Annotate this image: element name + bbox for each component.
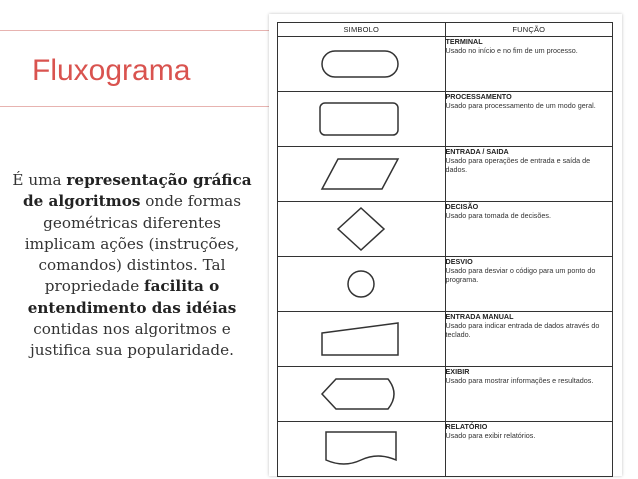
body-emphasis: facilita o entendimento das idéias (27, 277, 237, 317)
symbol-cell (278, 92, 446, 147)
top-divider (0, 30, 272, 31)
process-icon (316, 99, 406, 139)
function-cell (445, 37, 613, 92)
table-row (278, 37, 613, 92)
table-row (278, 92, 613, 147)
table-row (278, 312, 613, 367)
symbol-cell (278, 257, 446, 312)
function-description: Usado para processamento de um modo geral. (445, 101, 596, 110)
function-name: ENTRADA MANUAL (445, 312, 514, 321)
function-cell (445, 312, 613, 367)
function-cell (445, 202, 613, 257)
function-description: Usado no início e no fim de um processo. (445, 46, 578, 55)
function-name: DESVIO (445, 257, 473, 266)
flowchart-symbols-image (269, 14, 622, 476)
connector-icon (316, 264, 406, 304)
terminal-icon (316, 44, 406, 84)
symbol-cell (278, 312, 446, 367)
table-row (278, 367, 613, 422)
function-cell (445, 367, 613, 422)
body-text-part: contidas nos algoritmos e justifica sua popularidade. (30, 320, 234, 360)
symbol-cell (278, 147, 446, 202)
function-name: ENTRADA / SAIDA (445, 147, 509, 156)
function-cell (445, 422, 613, 477)
symbol-cell (278, 37, 446, 92)
function-name: TERMINAL (445, 37, 483, 46)
function-name: DECISÃO (445, 202, 479, 211)
table-row (278, 422, 613, 477)
body-text-part: É uma (12, 171, 67, 189)
symbol-cell (278, 202, 446, 257)
function-name: PROCESSAMENTO (445, 92, 512, 101)
title-divider (0, 106, 272, 107)
function-description: Usado para desviar o código para um ponto do programa. (445, 266, 596, 284)
manual-input-icon (316, 319, 406, 359)
decision-icon (316, 206, 406, 252)
table-header-row (278, 23, 613, 37)
function-description: Usado para operações de entrada e saída de dados. (445, 156, 591, 174)
table-row (278, 202, 613, 257)
function-column-header: FUNÇÃO (445, 23, 613, 37)
function-description: Usado para tomada de decisões. (445, 211, 551, 220)
slide-title: Fluxograma (32, 54, 191, 87)
symbol-cell (278, 422, 446, 477)
function-cell (445, 257, 613, 312)
table-row (278, 257, 613, 312)
function-description: Usado para exibir relatórios. (445, 431, 536, 440)
function-description: Usado para indicar entrada de dados através do teclado. (445, 321, 600, 339)
function-cell (445, 92, 613, 147)
function-description: Usado para mostrar informações e resultados. (445, 376, 594, 385)
io-icon (316, 154, 406, 194)
display-icon (316, 374, 406, 414)
function-name: RELATÓRIO (445, 422, 488, 431)
symbols-table (277, 22, 613, 477)
body-text-part: onde formas geométricas diferentes implicam ações (instruções, comandos) distintos. Tal propriedade (24, 192, 242, 296)
body-emphasis: representação gráfica de algoritmos (22, 171, 252, 211)
document-icon (316, 428, 406, 470)
slide-body-text (6, 170, 258, 362)
function-cell (445, 147, 613, 202)
table-row (278, 147, 613, 202)
function-name: EXIBIR (445, 367, 470, 376)
symbol-cell (278, 367, 446, 422)
symbol-column-header: SIMBOLO (278, 23, 446, 37)
